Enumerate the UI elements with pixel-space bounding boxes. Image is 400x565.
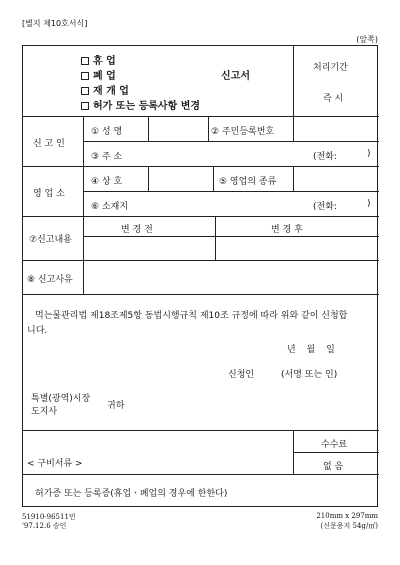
required-documents-label: < 구비서류 > — [27, 459, 83, 469]
required-document-item: 허가증 또는 등록증(휴업ㆍ폐업의 경우에 한한다) — [35, 489, 228, 499]
before-change-header: 변 경 전 — [121, 225, 153, 235]
option-closure[interactable]: 폐 업 — [81, 67, 116, 82]
business-section-label: 영 업 소 — [33, 189, 65, 199]
trade-name-label: ④ 상 호 — [91, 177, 123, 187]
option-reopen[interactable]: 재 개 업 — [81, 82, 129, 97]
name-field[interactable] — [153, 120, 205, 138]
checkbox-icon[interactable] — [81, 57, 89, 65]
location-field[interactable] — [133, 195, 303, 213]
business-type-field[interactable] — [298, 170, 374, 188]
rrn-field[interactable] — [298, 120, 374, 138]
reporter-phone-close: ) — [367, 149, 371, 159]
date-label: 년 월 일 — [287, 345, 335, 355]
report-content-label: ⑦신고내용 — [29, 235, 72, 245]
paper-size: 210mm x 297mm — [316, 512, 378, 520]
option-change[interactable]: 허가 또는 등록사항 변경 — [81, 97, 200, 112]
reporter-phone-label: (전화: — [313, 152, 337, 162]
recipient-line-1: 특별(광역)시장 — [31, 394, 91, 404]
fee-label: 수수료 — [321, 440, 348, 450]
option-closure-temporary[interactable]: 휴 업 — [81, 52, 116, 67]
declaration-line-2: 니다. — [27, 326, 48, 336]
address-field[interactable] — [133, 145, 303, 163]
approval-date: '97.12.6 승인 — [22, 522, 67, 530]
trade-name-field[interactable] — [153, 170, 209, 188]
signature-label: (서명 또는 인) — [281, 370, 338, 380]
report-form — [22, 45, 378, 507]
after-change-field[interactable] — [219, 239, 375, 257]
after-change-header: 변 경 후 — [271, 225, 303, 235]
processing-period-value: 즉 시 — [323, 94, 344, 104]
applicant-label: 신청인 — [228, 370, 255, 380]
checkbox-icon[interactable] — [81, 72, 89, 80]
recipient-line-2: 도지사 — [31, 407, 58, 417]
form-number: [별지 제10호서식] — [22, 19, 88, 28]
business-phone-label: (전화: — [313, 202, 337, 212]
form-code: 51910-96511민 — [22, 513, 76, 521]
business-phone-close: ) — [367, 199, 371, 209]
rrn-label: ② 주민등록번호 — [211, 127, 275, 137]
processing-period-label: 처리기간 — [313, 63, 348, 73]
reason-field[interactable] — [87, 264, 375, 290]
location-label: ⑥ 소재지 — [91, 202, 129, 212]
checkbox-icon[interactable] — [81, 87, 89, 95]
before-change-field[interactable] — [87, 239, 211, 257]
reporter-section-label: 신 고 인 — [33, 139, 65, 149]
business-type-label: ⑤ 영업의 종류 — [219, 177, 277, 187]
address-label: ③ 주 소 — [91, 152, 123, 162]
page-side-label: (앞쪽) — [356, 35, 378, 44]
document-title: 신고서 — [221, 71, 250, 82]
declaration-line-1: 먹는물관리법 제18조제5항 동법시행규칙 제10조 규정에 따라 위와 같이 신청합 — [35, 311, 348, 321]
name-label: ① 성 명 — [91, 127, 123, 137]
reason-label: ⑧ 신고사유 — [27, 275, 73, 285]
paper-type: (신문용지 54g/㎡) — [320, 522, 378, 530]
fee-value: 없 음 — [323, 462, 344, 472]
checkbox-icon[interactable] — [81, 102, 89, 110]
honorific: 귀하 — [107, 401, 125, 411]
